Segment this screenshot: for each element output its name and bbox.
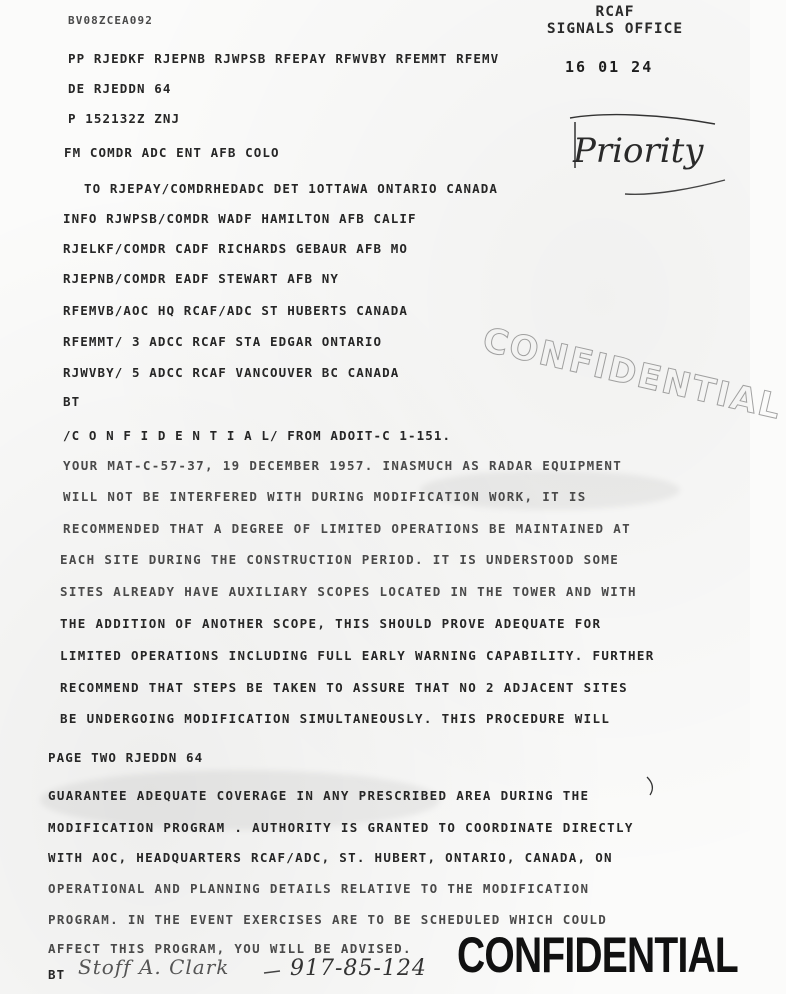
body-line: AFFECT THIS PROGRAM, YOU WILL BE ADVISED. (48, 941, 412, 956)
body-line: EACH SITE DURING THE CONSTRUCTION PERIOD. IT IS UNDERSTOOD SOME (60, 552, 620, 567)
body-line: SITES ALREADY HAVE AUXILIARY SCOPES LOCATED IN THE TOWER AND WITH (60, 584, 637, 599)
body-line: RECOMMEND THAT STEPS BE TAKEN TO ASSURE THAT NO 2 ADJACENT SITES (60, 680, 629, 695)
priority-handwritten-note (565, 110, 735, 200)
precedence-line: P 152132Z ZNJ (68, 111, 181, 126)
pen-tick-icon (645, 775, 657, 797)
body-line: THE ADDITION OF ANOTHER SCOPE, THIS SHOULD PROVE ADEQUATE FOR (60, 616, 602, 631)
body-line: LIMITED OPERATIONS INCLUDING FULL EARLY WARNING CAPABILITY. FURTHER (60, 648, 655, 663)
stamp-office-line2: SIGNALS OFFICE (546, 21, 684, 37)
confidential-stamp: CONFIDENTIAL (457, 927, 738, 983)
to-line: TO RJEPAY/COMDRHEDADC DET 1OTTAWA ONTARIO CANADA (84, 181, 499, 196)
info-line: RFEMMT/ 3 ADCC RCAF STA EDGAR ONTARIO (63, 334, 383, 349)
from-line: FM COMDR ADC ENT AFB COLO (64, 145, 280, 160)
priority-text: Priority (573, 131, 704, 171)
diagonal-confidential-stamp: CONFIDENTIAL (479, 320, 786, 428)
body-line: YOUR MAT-C-57-37, 19 DECEMBER 1957. INASMUCH AS RADAR EQUIPMENT (63, 458, 623, 473)
routing-line: PP RJEDKF RJEPNB RJWPSB RFEPAY RFWVBY RFEMMT RFEMV (68, 51, 500, 66)
bt-separator: BT (63, 394, 81, 409)
body-line: GUARANTEE ADEQUATE COVERAGE IN ANY PRESCRIBED AREA DURING THE (48, 788, 590, 803)
info-line: INFO RJWPSB/COMDR WADF HAMILTON AFB CALIF (63, 211, 417, 226)
closing-bt: BT (48, 967, 66, 982)
received-time-stamp: 16 01 24 (565, 58, 654, 76)
dash-mark-icon (262, 965, 282, 981)
body-line: OPERATIONAL AND PLANNING DETAILS RELATIVE TO THE MODIFICATION (48, 881, 590, 896)
signals-office-stamp (540, 4, 690, 38)
classification-line: /C O N F I D E N T I A L/ FROM ADOIT-C 1-151. (63, 428, 452, 443)
body-line: MODIFICATION PROGRAM . AUTHORITY IS GRANTED TO COORDINATE DIRECTLY (48, 820, 634, 835)
info-line: RFEMVB/AOC HQ RCAF/ADC ST HUBERTS CANADA (63, 303, 409, 318)
de-line: DE RJEDDN 64 (68, 81, 172, 96)
body-line: BE UNDERGOING MODIFICATION SIMULTANEOUSLY. THIS PROCEDURE WILL (60, 711, 611, 726)
serial-number: BV08ZCEA092 (68, 14, 153, 27)
info-line: RJEPNB/COMDR EADF STEWART AFB NY (63, 271, 340, 286)
handwritten-signature: Stoff A. Clark (78, 955, 230, 979)
body-line: WILL NOT BE INTERFERED WITH DURING MODIFICATION WORK, IT IS (63, 489, 587, 504)
body-line: RECOMMENDED THAT A DEGREE OF LIMITED OPERATIONS BE MAINTAINED AT (63, 521, 632, 536)
stamp-office-line1: RCAF (595, 4, 635, 20)
file-number: 917-85-124 (290, 956, 427, 981)
info-line: RJWVBY/ 5 ADCC RCAF VANCOUVER BC CANADA (63, 365, 400, 380)
page-two-header: PAGE TWO RJEDDN 64 (48, 750, 204, 765)
body-line: WITH AOC, HEADQUARTERS RCAF/ADC, ST. HUBERT, ONTARIO, CANADA, ON (48, 850, 613, 865)
body-line: PROGRAM. IN THE EVENT EXERCISES ARE TO BE SCHEDULED WHICH COULD (48, 912, 608, 927)
info-line: RJELKF/COMDR CADF RICHARDS GEBAUR AFB MO (63, 241, 409, 256)
